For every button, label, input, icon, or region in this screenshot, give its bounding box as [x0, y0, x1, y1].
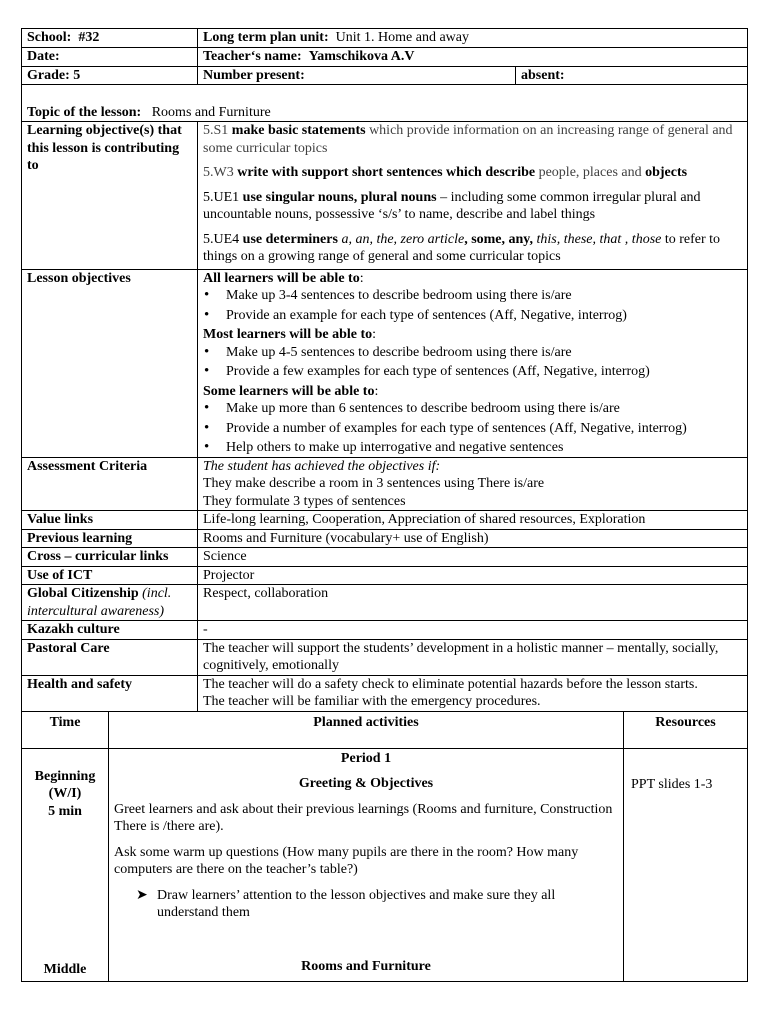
- resources-cell: [624, 748, 748, 981]
- activity-paragraph: Ask some warm up questions (How many pupils are there in the room? How many computers are there on the teacher’s table?): [114, 844, 579, 877]
- list-item: • Help others to make up interrogative and negative sentences: [203, 439, 742, 457]
- beginning-duration: 5 min: [48, 803, 82, 819]
- grade-cell: Grade: 5: [22, 66, 198, 85]
- list-item: • Make up 4-5 sentences to describe bedroom using there is/are: [203, 344, 742, 362]
- middle-title: Rooms and Furniture: [301, 959, 431, 974]
- list-item: • Make up 3-4 sentences to describe bedroom using there is/are: [203, 287, 742, 305]
- unit-cell: Long term plan unit: Unit 1. Home and away: [198, 29, 748, 48]
- global-citizenship-label: Global Citizenship (incl. intercultural awareness): [22, 585, 198, 621]
- learning-objectives-label: Learning objective(s) that this lesson is contributing to: [22, 122, 198, 270]
- arrow-bullet-icon: ➤: [136, 887, 148, 903]
- activities-header: Planned activities: [109, 711, 624, 748]
- assessment-label: Assessment Criteria: [22, 457, 198, 511]
- date-cell: Date:: [22, 48, 198, 67]
- main-table: [21, 121, 748, 712]
- some-learners-list: [203, 400, 742, 457]
- objective-item: 5.UE4 use determiners a, an, the, zero article, some, any, this, these, that , those to refer to things on a growing range of general and some curricular topics: [203, 231, 721, 264]
- planned-activities-table: [21, 711, 748, 982]
- value-links-value: Life-long learning, Cooperation, Appreciation of shared resources, Exploration: [198, 511, 748, 530]
- topic-cell: Topic of the lesson: Rooms and Furniture: [22, 85, 748, 122]
- previous-learning-value: Rooms and Furniture (vocabulary+ use of English): [198, 529, 748, 548]
- cross-curricular-value: Science: [198, 548, 748, 567]
- health-safety-cell: The teacher will do a safety check to eliminate potential hazards before the lesson starts. The teacher will be familiar with the emergency procedures.: [198, 675, 748, 711]
- number-present-cell: Number present:: [198, 66, 516, 85]
- activity-paragraph: Greet learners and ask about their previous learnings (Rooms and furniture, Construction There is /there are).: [114, 801, 613, 834]
- lesson-objectives-label: Lesson objectives: [22, 269, 198, 457]
- list-item: • Make up more than 6 sentences to describe bedroom using there is/are: [203, 400, 742, 418]
- list-item: • Provide a few examples for each type of sentences (Aff, Negative, interrog): [203, 363, 742, 381]
- greeting-title: Greeting & Objectives: [298, 776, 434, 791]
- list-item: • Provide a number of examples for each type of sentences (Aff, Negative, interrog): [203, 420, 742, 438]
- activities-cell: [109, 748, 624, 981]
- teacher-cell: Teacher‘s name: Yamschikova A.V: [198, 48, 748, 67]
- all-learners-list: [203, 287, 742, 324]
- kazakh-culture-value: -: [198, 621, 748, 640]
- pastoral-care-value: The teacher will support the students’ development in a holistic manner – mentally, socially, cognitively, emotionally: [198, 639, 748, 675]
- time-header: Time: [22, 711, 109, 748]
- learning-objectives-cell: [198, 122, 748, 270]
- ict-value: Projector: [198, 566, 748, 585]
- most-learners-list: [203, 344, 742, 381]
- ict-label: Use of ICT: [22, 566, 198, 585]
- assessment-cell: The student has achieved the objectives if: They make describe a room in 3 sentences using There is/are They formulate 3 types of sentences: [198, 457, 748, 511]
- period-title: Period 1: [340, 750, 392, 766]
- resources-value: PPT slides 1-3: [631, 776, 713, 792]
- value-links-label: Value links: [22, 511, 198, 530]
- objective-item: 5.UE1 use singular nouns, plural nouns – including some common irregular plural and uncountable nouns, possessive ‘s/s’ to name, describe and label things: [203, 189, 701, 222]
- absent-cell: absent:: [516, 66, 748, 85]
- previous-learning-label: Previous learning: [22, 529, 198, 548]
- list-item: • Provide an example for each type of sentences (Aff, Negative, interrog): [203, 307, 742, 325]
- time-cell: [22, 748, 109, 981]
- global-citizenship-value: Respect, collaboration: [198, 585, 748, 621]
- kazakh-culture-label: Kazakh culture: [22, 621, 198, 640]
- middle-time: Middle: [43, 962, 87, 977]
- cross-curricular-label: Cross – curricular links: [22, 548, 198, 567]
- objective-item: 5.S1 make basic statements which provide information on an increasing range of general and some curricular topics: [203, 123, 733, 156]
- pastoral-care-label: Pastoral Care: [22, 639, 198, 675]
- header-table: [21, 28, 748, 122]
- resources-header: Resources: [624, 711, 748, 748]
- arrow-list-item: ➤ Draw learners’ attention to the lesson objectives and make sure they all understand them: [136, 887, 556, 920]
- health-safety-label: Health and safety: [22, 675, 198, 711]
- objective-item: 5.W3 write with support short sentences which describe people, places and objects: [203, 165, 688, 180]
- beginning-time: Beginning (W/I): [34, 768, 96, 801]
- lesson-objectives-cell: All learners will be able to: • Make up 3-4 sentences to describe bedroom using there is/are • Provide an example for each type of sentences (Aff, Negative, interrog) Most learners will be able to: • Make up 4-5 sentences to describe bedroom using there is/are • Provide a few examples for each type of sentences (Aff, Negative, interrog) Some learners will be able to: • Make up more than 6 sentences to describe bedroom using there is/are • Provide a number of examples for each type of sentences (Aff, Negative, interrog) • Help others to make up interrogative and negative sentences: [198, 269, 748, 457]
- lesson-plan-document: [21, 28, 748, 982]
- school-cell: School: #32: [22, 29, 198, 48]
